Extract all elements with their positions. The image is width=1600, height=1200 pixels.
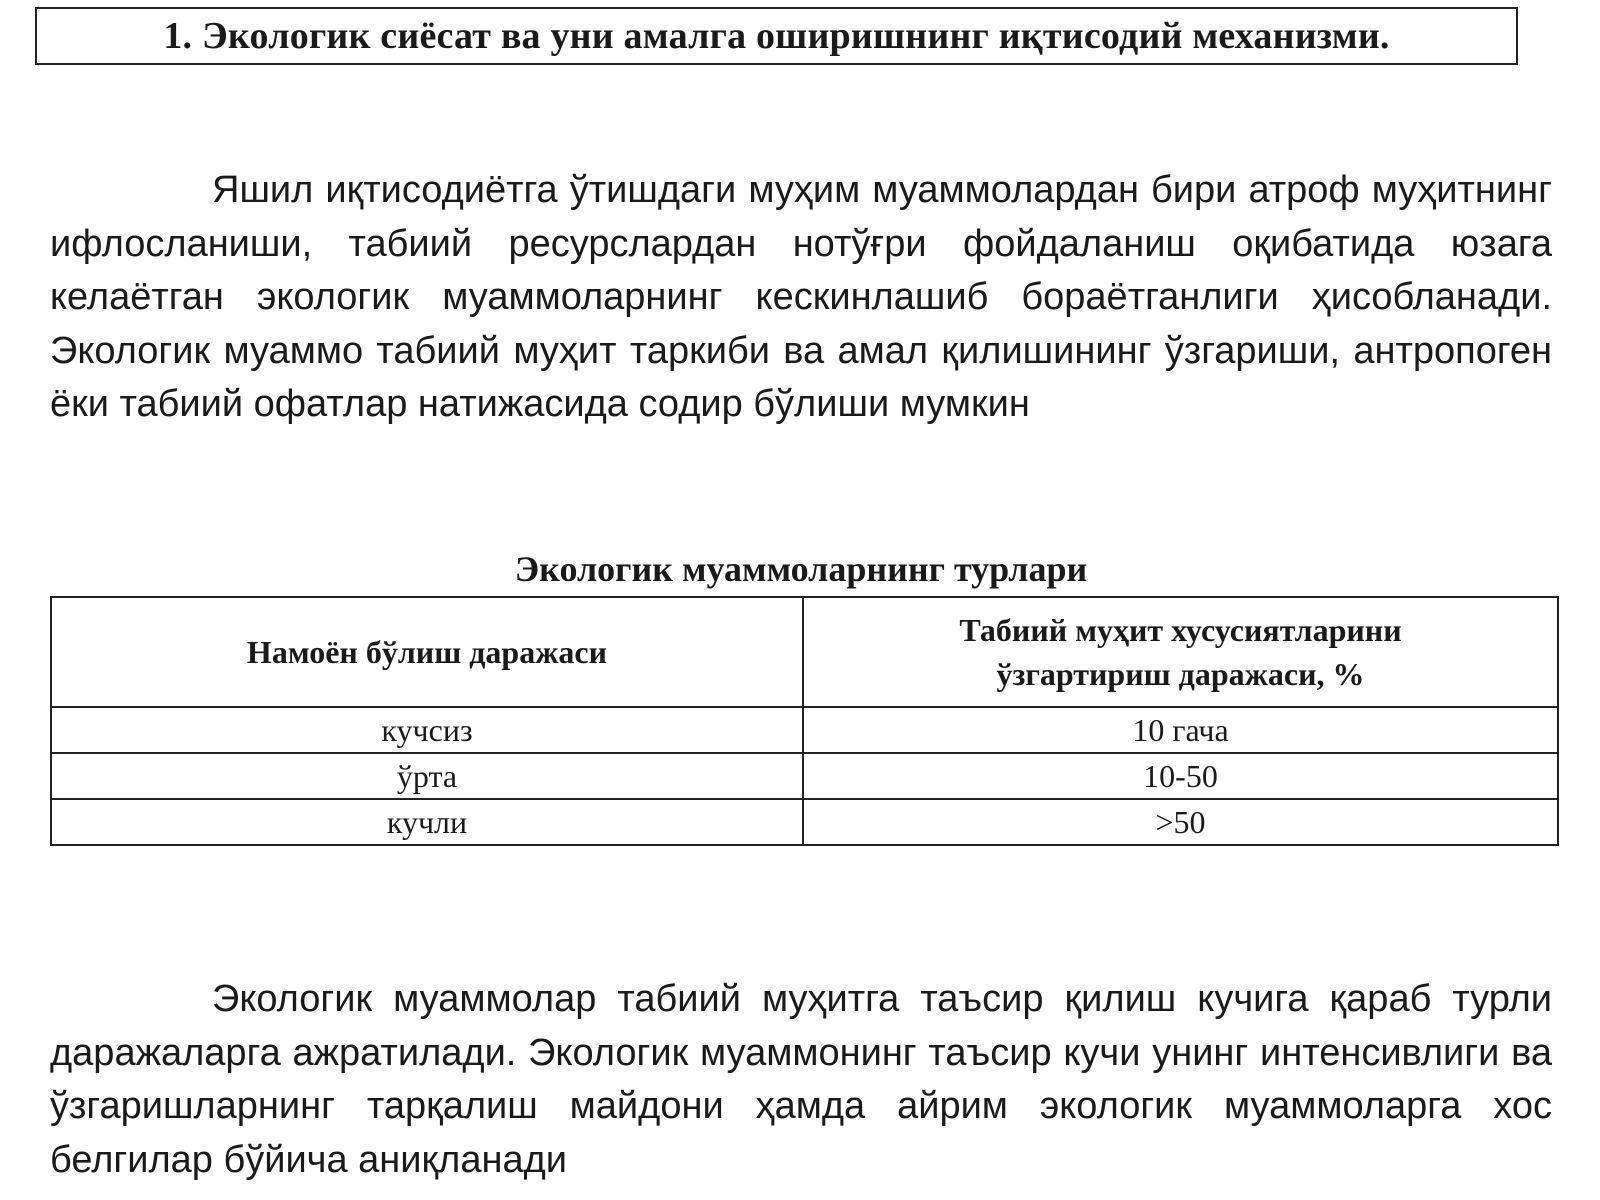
cell-change: 10 гача xyxy=(803,707,1558,753)
section-heading: 1. Экологик сиёсат ва уни амалга оширишнинг иқтисодий механизми. xyxy=(35,7,1518,65)
intro-paragraph: Яшил иқтисодиётга ўтишдаги муҳим муаммолардан бири атроф муҳитнинг ифлосланиши, табиий ресурслардан нотўғри фойдаланиш оқибатида юзага келаётган экологик муаммоларнинг кескинлашиб бораётганлиги ҳисобланади. Экологик муаммо табиий муҳит таркиби ва амал қилишининг ўзгариши, антропоген ёки табиий офатлар натижасида содир бўлиши мумкин xyxy=(50,169,1552,425)
closing-paragraph: Экологик муаммолар табиий муҳитга таъсир қилиш кучига қараб турли даражаларга ажратилади. Экологик муаммонинг таъсир кучи унинг интенсивлиги ва ўзгаришларнинг тарқалиш майдони ҳамда айрим экологик муаммоларга хос белгилар бўйича аниқланади xyxy=(50,978,1552,1181)
table-row xyxy=(51,707,1558,753)
header-change-degree-line-2: ўзгартириш даражаси, % xyxy=(996,656,1365,692)
cell-level: кучли xyxy=(51,799,803,845)
table-row xyxy=(51,799,1558,845)
cell-change: >50 xyxy=(803,799,1558,845)
cell-change: 10-50 xyxy=(803,753,1558,799)
header-manifestation-level: Намоён бўлиш даражаси xyxy=(51,597,803,707)
cell-level: ўрта xyxy=(51,753,803,799)
header-change-degree xyxy=(803,597,1558,707)
cell-level: кучсиз xyxy=(51,707,803,753)
ecological-problems-table xyxy=(50,596,1559,846)
table-header-row xyxy=(51,597,1558,707)
table-row xyxy=(51,753,1558,799)
header-change-degree-line-1: Табиий муҳит хусусиятларини xyxy=(959,612,1402,648)
table-title: Экологик муаммоларнинг турлари xyxy=(514,549,1088,589)
